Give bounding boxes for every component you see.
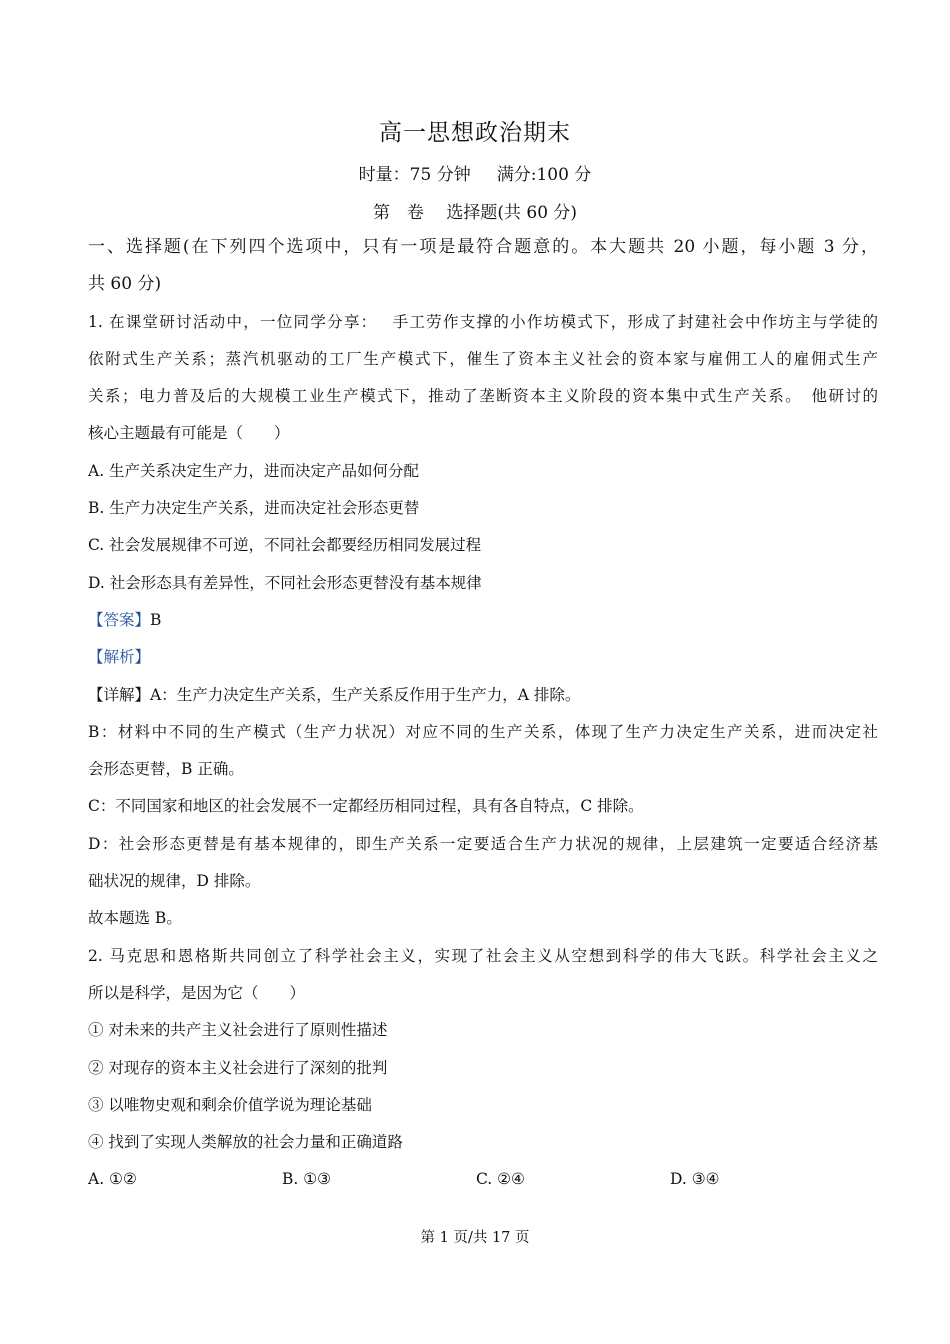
option-b: B. ①③ (282, 1170, 332, 1189)
question-stem-line: 所以是科学，是因为它（ ） (88, 983, 306, 1002)
detail-a: A：生产力决定生产关系，生产关系反作用于生产力，A 排除。 (150, 685, 581, 704)
exam-score: 满分:100 分 (496, 165, 592, 185)
detail-d-line: D：社会形态更替是有基本规律的，即生产关系一定要适合生产力状况的规律，上层建筑一定要适合经济基 (88, 834, 878, 853)
detail-line (88, 682, 878, 719)
option-c: C. ②④ (476, 1170, 525, 1189)
conclusion-line: 故本题选 B。 (88, 909, 182, 928)
page-title: 高一思想政治期末 (379, 120, 571, 146)
detail-d-line: 础状况的规律，D 排除。 (88, 872, 261, 891)
page-number: 第 1 页/共 17 页 (420, 1230, 530, 1246)
answer-value: B (150, 610, 162, 629)
instructions-line: 共 60 分) (88, 274, 162, 295)
section-heading: 第 卷 选择题(共 60 分) (372, 203, 578, 223)
statement-item: ④ 找到了实现人类解放的社会力量和正确道路 (88, 1133, 403, 1152)
analysis-tag: 【解析】 (88, 648, 151, 667)
option-c: C. 社会发展规律不可逆，不同社会都要经历相同发展过程 (88, 536, 482, 555)
answer-tag: 【答案】 (88, 610, 151, 629)
detail-c-line: C：不同国家和地区的社会发展不一定都经历相同过程，具有各自特点，C 排除。 (88, 797, 644, 816)
option-d: D. 社会形态具有差异性，不同社会形态更替没有基本规律 (88, 573, 482, 592)
answer-options (88, 1166, 878, 1203)
detail-b-line: 会形态更替，B 正确。 (88, 760, 244, 779)
option-b: B. 生产力决定生产关系，进而决定社会形态更替 (88, 499, 420, 518)
option-a: A. ①② (88, 1170, 137, 1189)
detail-b-line: B：材料中不同的生产模式（生产力状况）对应不同的生产关系，体现了生产力决定生产关系，进而决定社 (88, 722, 878, 741)
question-stem-line: 2. 马克思和恩格斯共同创立了科学社会主义，实现了社会主义从空想到科学的伟大飞跃。科学社会主义之 (88, 946, 878, 965)
question-stem-line: 核心主题最有可能是（ ） (88, 424, 290, 443)
exam-meta (0, 160, 950, 185)
answer-line (88, 607, 878, 644)
question-stem-line: 关系；电力普及后的大规模工业生产模式下，推动了垄断资本主义阶段的资本集中式生产关系。 他研讨的 (88, 387, 878, 406)
question-stem-line: 1. 在课堂研讨活动中，一位同学分享： 手工劳作支撑的小作坊模式下，形成了封建社会中作坊主与学徒的 (88, 312, 878, 331)
instructions-line: 一、选择题(在下列四个选项中，只有一项是最符合题意的。本大题共 20 小题，每小题 3 分， (88, 237, 878, 257)
statement-item: ① 对未来的共产主义社会进行了原则性描述 (88, 1021, 388, 1040)
option-d: D. ③④ (670, 1170, 720, 1189)
statement-item: ③ 以唯物史观和剩余价值学说为理论基础 (88, 1095, 372, 1114)
exam-time: 时量：75 分钟 (358, 165, 471, 185)
document-body (88, 234, 878, 1204)
question-stem-line: 依附式生产关系；蒸汽机驱动的工厂生产模式下，催生了资本主义社会的资本家与雇佣工人的雇佣式生产 (88, 349, 878, 368)
statement-item: ② 对现存的资本主义社会进行了深刻的批判 (88, 1058, 388, 1077)
option-a: A. 生产关系决定生产力，进而决定产品如何分配 (88, 461, 420, 480)
detail-tag: 【详解】 (88, 685, 151, 704)
analysis-line (88, 644, 878, 681)
